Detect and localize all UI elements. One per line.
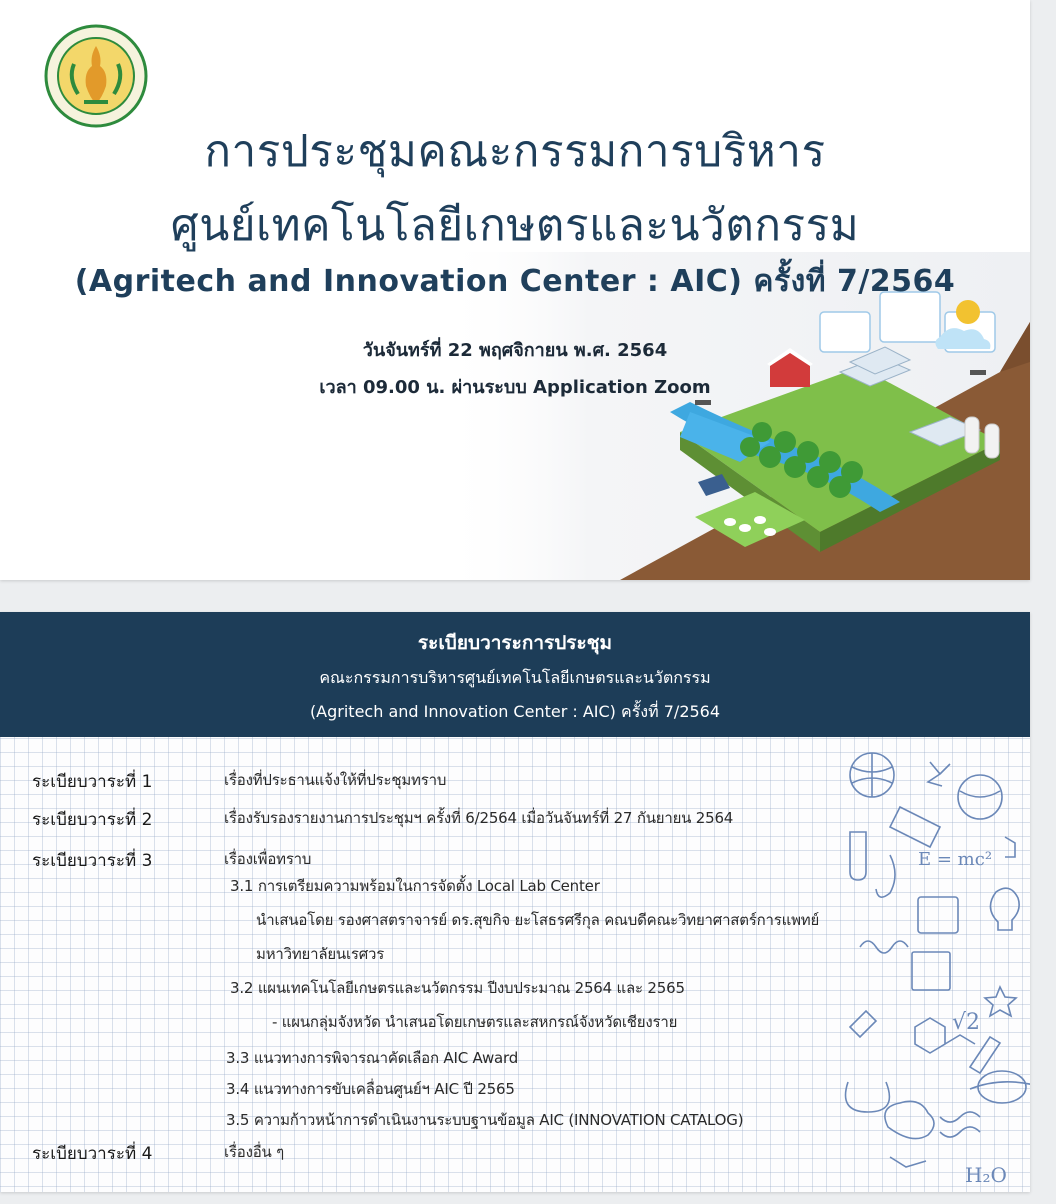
sub-item-presenter: - แผนกลุ่มจังหวัด นำเสนอโดยเกษตรและสหกรณ์จังหวัดเชียงราย [272, 1013, 678, 1031]
water-doodle: H₂O [965, 1163, 1007, 1187]
agenda-text: เรื่องเพื่อทราบ [224, 850, 312, 868]
agenda-subtitle: คณะกรรมการบริหารศูนย์เทคโนโลยีเกษตรและนวัตกรรม [319, 668, 711, 687]
sub-item: 3.3 แนวทางการพิจารณาคัดเลือก AIC Award [226, 1049, 519, 1067]
agenda-text: เรื่องที่ประธานแจ้งให้ที่ประชุมทราบ [224, 771, 447, 789]
wave-icon [860, 941, 908, 953]
pipette-icon [970, 1037, 1000, 1073]
sub-item: 3.2 แผนเทคโนโลยีเกษตรและนวัตกรรม ปีงบประมาณ 2564 และ 2565 [230, 979, 685, 997]
agenda-label: ระเบียบวาระที่ 2 [32, 810, 153, 830]
test-tube-icon [850, 832, 866, 880]
root-doodle: √2 [952, 1010, 981, 1035]
rocket-icon [890, 807, 940, 847]
sub-item: 3.1 การเตรียมความพร้อมในการจัดตั้ง Local Lab Center [230, 877, 600, 895]
magnet-icon [846, 1082, 890, 1112]
plug-icon [1005, 837, 1015, 857]
apple-icon [876, 855, 895, 897]
brain-icon [885, 1101, 934, 1138]
science-doodles [820, 737, 1030, 1192]
ministry-logo [44, 24, 148, 128]
sub-item: 3.4 แนวทางการขับเคลื่อนศูนย์ฯ AIC ปี 2565 [226, 1080, 515, 1098]
meeting-date: วันจันทร์ที่ 22 พฤศจิกายน พ.ศ. 2564 [362, 340, 668, 361]
sub-item-presenter: มหาวิทยาลัยนเรศวร [256, 945, 385, 963]
formula-doodle: E = mc² [918, 849, 993, 870]
notebook-icon [918, 897, 958, 933]
agenda-slide [0, 612, 1030, 1192]
agenda-subtitle-english: (Agritech and Innovation Center : AIC) ครั้งที่ 7/2564 [309, 702, 721, 721]
star-icon [985, 987, 1016, 1016]
pill-icon [850, 1011, 876, 1037]
agenda-text: เรื่องรับรองรายงานการประชุมฯ ครั้งที่ 6/2564 เมื่อวันจันทร์ที่ 27 กันยายน 2564 [224, 809, 734, 827]
molecule-icon [890, 1157, 926, 1167]
agenda-label: ระเบียบวาระที่ 1 [32, 772, 153, 792]
calculator-icon [912, 952, 950, 990]
light-bulb-icon [990, 888, 1019, 930]
agenda-label: ระเบียบวาระที่ 4 [32, 1144, 153, 1164]
sub-item-presenter: นำเสนอโดย รองศาสตราจารย์ ดร.สุขกิจ ยะโสธรศรีกุล คณบดีคณะวิทยาศาสตร์การแพทย์ [256, 911, 820, 929]
molecule-icon [928, 762, 950, 786]
dna-icon [940, 1112, 980, 1137]
title-slide [0, 0, 1030, 580]
meeting-title: การประชุมคณะกรรมการบริหาร [204, 126, 826, 177]
center-name: ศูนย์เทคโนโลยีเกษตรและนวัตกรรม [170, 200, 860, 251]
planet-icon [978, 1071, 1026, 1103]
agenda-header [0, 612, 1030, 737]
agenda-label: ระเบียบวาระที่ 3 [32, 851, 153, 871]
sub-item: 3.5 ความก้าวหน้าการดำเนินงานระบบฐานข้อมูล AIC (INNOVATION CATALOG) [226, 1111, 744, 1129]
agenda-text: เรื่องอื่น ๆ [224, 1143, 285, 1161]
meeting-time: เวลา 09.00 น. ผ่านระบบ Application Zoom [319, 377, 711, 398]
agenda-title: ระเบียบวาระการประชุม [417, 632, 613, 654]
center-english-name: (Agritech and Innovation Center : AIC) ครั้งที่ 7/2564 [74, 264, 956, 299]
